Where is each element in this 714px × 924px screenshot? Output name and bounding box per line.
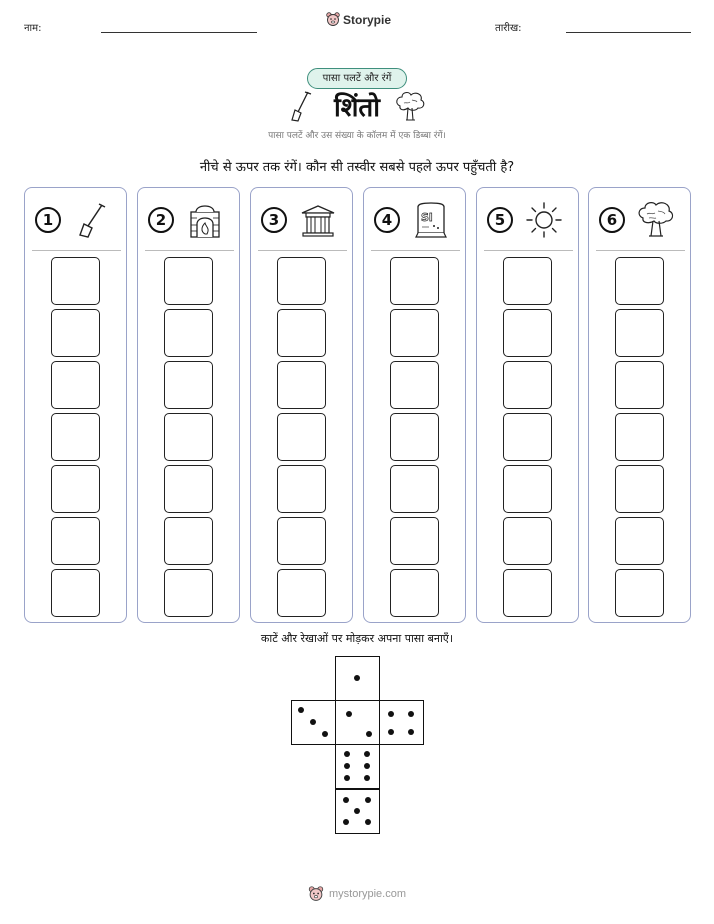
color-box[interactable] [277,361,326,409]
color-box[interactable] [51,309,100,357]
die-pip [364,763,370,769]
die-pip [354,675,360,681]
column-2 [137,187,240,623]
color-box[interactable] [390,465,439,513]
column-header [477,188,578,250]
column-header [589,188,690,250]
die-pip [343,819,349,825]
color-box[interactable] [277,569,326,617]
column-number: 4 [374,207,400,233]
die-pip [366,731,372,737]
die-pip [346,711,352,717]
columns-grid [24,187,691,623]
tree-icon [635,199,677,241]
column-number: 2 [148,207,174,233]
date-label: तारीख: [495,23,522,34]
color-box[interactable] [615,361,664,409]
color-box[interactable] [164,517,213,565]
column-header [138,188,239,250]
column-divider [145,250,234,251]
column-divider [596,250,685,251]
column-4 [363,187,466,623]
color-box[interactable] [277,465,326,513]
die-pip [365,819,371,825]
title-row [0,86,714,126]
color-box[interactable] [51,465,100,513]
color-box[interactable] [51,517,100,565]
die-face-top [335,656,380,701]
column-number: 3 [261,207,287,233]
column-divider [484,250,573,251]
die-face-left [291,700,336,745]
activity-pill: पासा पलटें और रंगें [307,68,407,89]
column-6 [588,187,691,623]
color-box[interactable] [503,465,552,513]
page-title: शिंतो [334,93,380,123]
color-box[interactable] [503,309,552,357]
column-header [364,188,465,250]
column-header [251,188,352,250]
cut-instruction: काटें और रेखाओं पर मोड़कर अपना पासा बनाएँ। [260,632,454,645]
die-pip [322,731,328,737]
color-box[interactable] [164,569,213,617]
color-box[interactable] [503,257,552,305]
die-face-lower [335,744,380,789]
die-pip [365,797,371,803]
column-divider [258,250,347,251]
subtitle: पासा पलटें और उस संख्या के कॉलम में एक डिब्बा रंगें। [268,131,446,141]
die-pip [364,775,370,781]
die-pip [344,751,350,757]
column-divider [32,250,121,251]
tree-icon [394,90,426,124]
color-box[interactable] [615,309,664,357]
die-pip [310,719,316,725]
die-face-center [335,700,380,745]
column-header [25,188,126,250]
bear-logo-icon [308,886,324,902]
column-number: 6 [599,207,625,233]
color-box[interactable] [503,569,552,617]
color-box[interactable] [164,257,213,305]
brand [326,12,391,27]
column-1 [24,187,127,623]
column-divider [371,250,460,251]
die-pip [408,729,414,735]
color-box[interactable] [390,257,439,305]
color-box[interactable] [615,413,664,461]
die-pip [388,711,394,717]
color-box[interactable] [390,361,439,409]
name-label: नाम: [24,23,42,34]
color-box[interactable] [615,257,664,305]
bear-logo-icon [326,12,340,27]
svg-text:Sl: Sl [421,211,433,224]
color-box[interactable] [615,569,664,617]
stone-tablet-icon [410,199,452,241]
color-box[interactable] [164,413,213,461]
fireplace-icon [184,199,226,241]
color-box[interactable] [503,517,552,565]
color-box[interactable] [51,361,100,409]
color-box[interactable] [277,309,326,357]
die-pip [344,763,350,769]
die-pip [354,808,360,814]
color-box[interactable] [164,309,213,357]
brand-name: Storypie [343,12,392,27]
color-box[interactable] [390,569,439,617]
instruction: नीचे से ऊपर तक रंगें। कौन सी तस्वीर सबसे पहले ऊपर पहुँचती है? [199,160,515,175]
die-pip [298,707,304,713]
footer-url[interactable]: mystorypie.com [328,888,407,900]
color-box[interactable] [277,257,326,305]
die-face-bottom [335,789,380,834]
column-number: 5 [487,207,513,233]
die-pip [364,751,370,757]
color-box[interactable] [503,361,552,409]
worksheet-header [0,0,714,50]
color-box[interactable] [277,517,326,565]
column-number: 1 [35,207,61,233]
color-box[interactable] [51,257,100,305]
color-box[interactable] [51,413,100,461]
footer [0,886,714,902]
color-box[interactable] [503,413,552,461]
color-box[interactable] [390,517,439,565]
die-face-right [379,700,424,745]
die-pip [388,729,394,735]
die-pip [343,797,349,803]
color-box[interactable] [390,413,439,461]
color-box[interactable] [277,413,326,461]
color-box[interactable] [390,309,439,357]
color-box[interactable] [164,361,213,409]
color-box[interactable] [164,465,213,513]
shrine-icon [297,199,339,241]
shovel-icon [71,199,113,241]
die-pip [344,775,350,781]
name-line [101,32,257,33]
date-line [566,32,691,33]
sun-icon [523,199,565,241]
column-3 [250,187,353,623]
column-5 [476,187,579,623]
die-pip [408,711,414,717]
color-box[interactable] [615,517,664,565]
color-box[interactable] [615,465,664,513]
color-box[interactable] [51,569,100,617]
